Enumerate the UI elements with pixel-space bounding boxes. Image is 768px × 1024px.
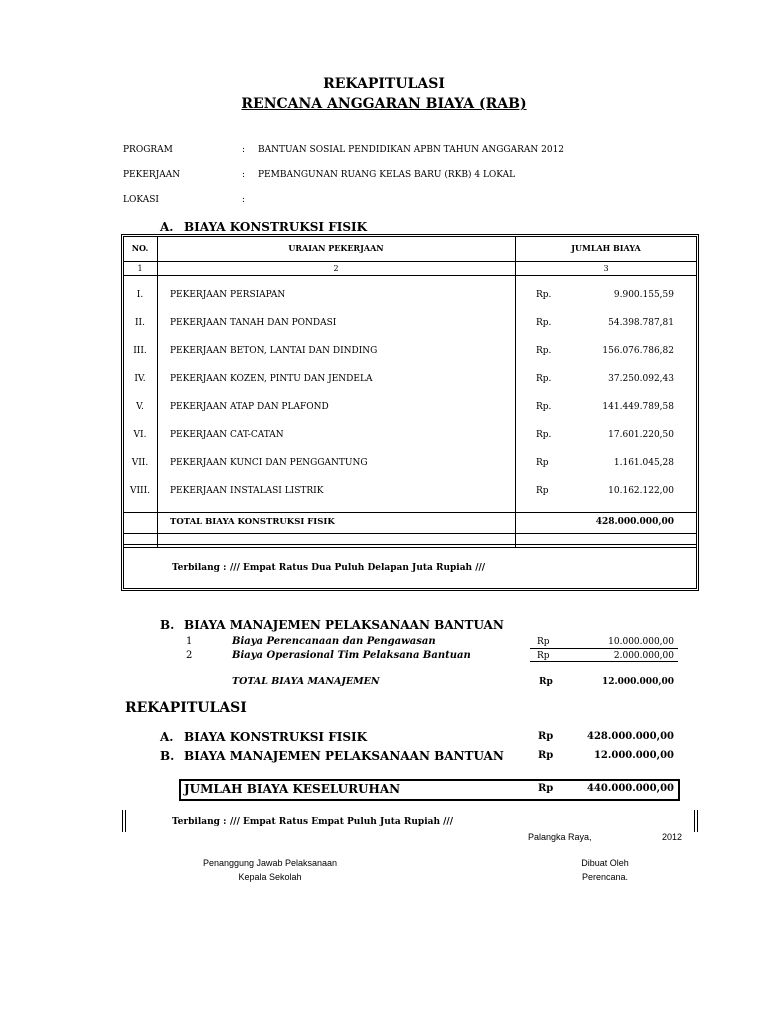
item-amount: 10.000.000,00 [608, 637, 674, 647]
row-desc: PEKERJAAN BETON, LANTAI DAN DINDING [170, 346, 378, 356]
item-no: 1 [186, 636, 193, 647]
total-fisik-label: TOTAL BIAYA KONSTRUKSI FISIK [170, 517, 335, 527]
info-pekerjaan-value: PEMBANGUNAN RUANG KELAS BARU (RKB) 4 LOKAL [258, 170, 516, 180]
row-currency: Rp [536, 486, 549, 496]
total-manajemen-amount: 12.000.000,00 [601, 677, 674, 687]
colnum-2: 2 [333, 264, 339, 273]
row-amount: 9.900.155,59 [613, 290, 674, 300]
footer-place: Palangka Raya, [528, 832, 592, 842]
row-no: V. [136, 402, 144, 412]
row-currency: Rp. [536, 402, 552, 412]
terbilang-a-text: /// Empat Ratus Dua Puluh Delapan Juta Rupiah /// [230, 563, 486, 573]
row-amount: 141.449.789,58 [602, 402, 674, 412]
doc-title: REKAPITULASI [323, 76, 445, 92]
grand-total-currency: Rp [538, 783, 554, 794]
row-desc: PEKERJAAN KUNCI DAN PENGGANTUNG [170, 458, 368, 468]
item-no: 2 [186, 650, 193, 661]
row-currency: Rp. [536, 374, 552, 384]
info-program-value: BANTUAN SOSIAL PENDIDIKAN APBN TAHUN ANGGARAN 2012 [258, 145, 565, 155]
grand-total-label: JUMLAH BIAYA KESELURUHAN [184, 782, 401, 796]
header-uraian: URAIAN PEKERJAAN [288, 243, 384, 253]
rekap-b-label: BIAYA MANAJEMEN PELAKSANAAN BANTUAN [184, 749, 504, 763]
row-desc: PEKERJAAN PERSIAPAN [170, 290, 286, 300]
info-lokasi-label: LOKASI [123, 195, 159, 205]
terbilang-rekap-label: Terbilang : [172, 817, 227, 827]
footer-year: 2012 [662, 832, 683, 842]
row-no: III. [133, 346, 147, 356]
footer-right-title: Perencana. [581, 872, 629, 882]
terbilang-a-label: Terbilang : [172, 563, 227, 573]
row-no: IV. [134, 374, 146, 384]
terbilang-rekap-text: /// Empat Ratus Empat Puluh Juta Rupiah /// [230, 817, 453, 827]
rekap-a-letter: A. [160, 730, 174, 744]
info-lokasi-colon: : [242, 195, 246, 205]
row-currency: Rp. [536, 430, 552, 440]
header-jumlah: JUMLAH BIAYA [571, 243, 641, 253]
item-currency: Rp [537, 651, 550, 661]
rekap-b-currency: Rp [538, 750, 554, 761]
rekap-title: REKAPITULASI [125, 700, 247, 716]
footer-left-title: Kepala Sekolah [238, 872, 302, 882]
row-no: I. [136, 290, 144, 300]
row-desc: PEKERJAAN ATAP DAN PLAFOND [170, 402, 329, 412]
row-desc: PEKERJAAN INSTALASI LISTRIK [170, 486, 324, 496]
section-b-title: BIAYA MANAJEMEN PELAKSANAAN BANTUAN [184, 618, 504, 632]
item-amount: 2.000.000,00 [613, 651, 674, 661]
row-desc: PEKERJAAN KOZEN, PINTU DAN JENDELA [170, 374, 373, 384]
row-no: VII. [131, 458, 149, 468]
rekap-a-amount: 428.000.000,00 [587, 731, 674, 742]
row-no: II. [135, 318, 145, 328]
row-amount: 17.601.220,50 [608, 430, 674, 440]
header-no: NO. [131, 243, 149, 253]
section-a-title: BIAYA KONSTRUKSI FISIK [184, 220, 368, 234]
colnum-3: 3 [603, 264, 609, 273]
row-amount: 10.162.122,00 [608, 486, 674, 496]
row-no: VI. [133, 430, 147, 440]
row-desc: PEKERJAAN TANAH DAN PONDASI [170, 318, 337, 328]
total-fisik-amount: 428.000.000,00 [595, 517, 674, 527]
section-b-letter: B. [160, 618, 175, 632]
info-pekerjaan-colon: : [242, 170, 246, 180]
rekap-a-label: BIAYA KONSTRUKSI FISIK [184, 730, 368, 744]
total-manajemen-label: TOTAL BIAYA MANAJEMEN [232, 676, 380, 687]
info-program-label: PROGRAM [123, 145, 173, 155]
row-amount: 156.076.786,82 [602, 346, 674, 356]
total-manajemen-currency: Rp [539, 677, 553, 687]
row-amount: 54.398.787,81 [608, 318, 674, 328]
colnum-1: 1 [137, 264, 143, 273]
row-amount: 37.250.092,43 [608, 374, 674, 384]
rekap-b-letter: B. [160, 749, 175, 763]
row-currency: Rp. [536, 290, 552, 300]
row-currency: Rp. [536, 346, 552, 356]
info-program-colon: : [242, 145, 246, 155]
item-desc: Biaya Perencanaan dan Pengawasan [232, 636, 436, 647]
row-currency: Rp [536, 458, 549, 468]
doc-subtitle: RENCANA ANGGARAN BIAYA (RAB) [241, 96, 527, 112]
rekap-a-currency: Rp [538, 731, 554, 742]
section-a-letter: A. [160, 220, 174, 234]
item-desc: Biaya Operasional Tim Pelaksana Bantuan [232, 650, 471, 661]
footer-left-role: Penanggung Jawab Pelaksanaan [202, 858, 338, 868]
row-desc: PEKERJAAN CAT-CATAN [170, 430, 284, 440]
row-amount: 1.161.045,28 [613, 458, 674, 468]
info-pekerjaan-label: PEKERJAAN [123, 170, 181, 180]
row-no: VIII. [129, 486, 151, 496]
row-currency: Rp. [536, 318, 552, 328]
item-currency: Rp [537, 637, 550, 647]
footer-right-role: Dibuat Oleh [581, 858, 629, 868]
rekap-b-amount: 12.000.000,00 [593, 750, 674, 761]
grand-total-amount: 440.000.000,00 [587, 783, 674, 794]
